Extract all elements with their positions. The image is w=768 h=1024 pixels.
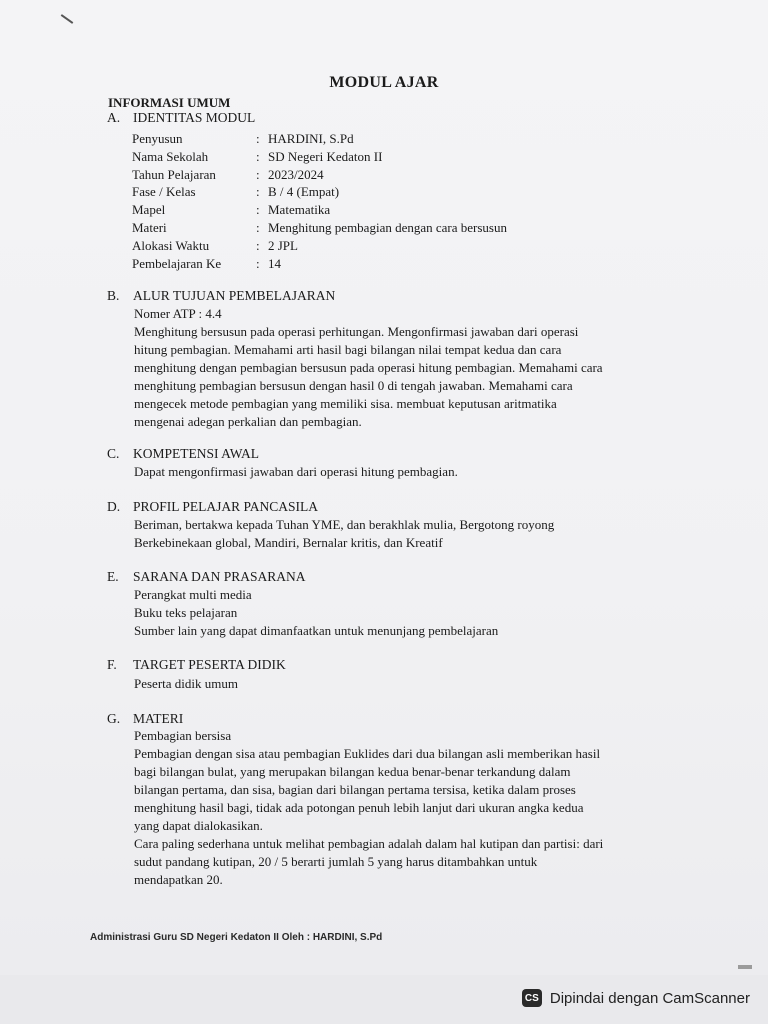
section-f-body — [134, 675, 694, 693]
paragraph-line: Pembagian bersisa — [134, 728, 232, 743]
section-b-heading — [107, 288, 335, 304]
identity-label: Mapel — [132, 202, 166, 218]
paragraph-line: Dapat mengonfirmasi jawaban dari operasi hitung pembagian. — [134, 464, 458, 479]
colon: : — [256, 166, 260, 182]
paragraph-line: menghitung pembagian bersusun dengan hasil 0 di tengah jawaban. Memahami cara — [134, 378, 573, 393]
identity-label: Nama Sekolah — [132, 148, 209, 164]
identity-row — [132, 166, 507, 184]
colon: : — [256, 219, 260, 235]
camscanner-label: Dipindai dengan CamScanner — [549, 989, 750, 1007]
paragraph-line: Pembagian dengan sisa atau pembagian Euklides dari dua bilangan asli memberikan hasil — [134, 746, 601, 761]
main-heading: INFORMASI UMUM — [108, 95, 231, 110]
identity-list — [132, 130, 507, 272]
section-a-heading — [107, 110, 255, 126]
identity-row — [132, 148, 507, 166]
section-d-heading — [107, 499, 318, 515]
identity-value: 2 JPL — [268, 237, 298, 253]
paragraph-line: mengecek metode pembagian yang memiliki sisa. membuat keputusan aritmatika — [134, 396, 557, 411]
identity-label: Alokasi Waktu — [132, 237, 210, 253]
paragraph-line: menghitung dengan pembagian bersusun pada operasi hitung pembagian. Memahami cara — [134, 360, 603, 375]
section-f-heading — [107, 657, 286, 673]
identity-row — [132, 183, 507, 201]
section-c-body — [134, 463, 694, 481]
identity-value: Menghitung pembagian dengan cara bersusun — [268, 219, 507, 235]
identity-value: B / 4 (Empat) — [268, 184, 340, 200]
identity-row — [132, 255, 507, 273]
section-title: PROFIL PELAJAR PANCASILA — [133, 499, 319, 514]
identity-value: Matematika — [268, 202, 331, 218]
section-letter: B. — [107, 288, 120, 303]
identity-label: Fase / Kelas — [132, 184, 196, 200]
section-letter: G. — [107, 711, 121, 726]
paragraph-line: hitung pembagian. Memahami arti hasil bagi bilangan nilai tempat kedua dan cara — [134, 342, 562, 357]
scan-mark — [61, 14, 74, 24]
paragraph-line: Menghitung bersusun pada operasi perhitungan. Mengonfirmasi jawaban dari operasi — [134, 324, 579, 339]
colon: : — [256, 131, 260, 146]
paragraph-line: menghitung hasil bagi, tidak ada potongan penuh lebih lanjut dari ukuran angka kedua — [134, 800, 584, 815]
colon: : — [256, 202, 260, 218]
colon: : — [256, 237, 260, 253]
page-footer: Administrasi Guru SD Negeri Kedaton II Oleh : HARDINI, S.Pd — [90, 932, 383, 943]
paragraph-line: Beriman, bertakwa kepada Tuhan YME, dan berakhlak mulia, Bergotong royong — [134, 517, 555, 532]
identity-value: 2023/2024 — [268, 166, 324, 182]
paragraph-line: sudut pandang kutipan, 20 / 5 berarti jumlah 5 yang harus ditambahkan untuk — [134, 854, 538, 869]
scan-artifact — [738, 965, 752, 969]
paragraph-line: bilangan pertama, dan sisa, bagian dari bilangan pertama tersisa, ketika dalam proses — [134, 782, 576, 797]
paragraph-line: Perangkat multi media — [134, 587, 252, 602]
section-letter: E. — [107, 569, 119, 584]
section-d-body — [134, 516, 694, 552]
identity-value: HARDINI, S.Pd — [268, 131, 354, 146]
section-title: TARGET PESERTA DIDIK — [133, 657, 286, 672]
identity-row — [132, 237, 507, 255]
section-c-heading — [107, 446, 259, 462]
paragraph-line: Cara paling sederhana untuk melihat pembagian adalah dalam hal kutipan dan partisi: dari — [134, 836, 604, 851]
camscanner-watermark — [522, 984, 750, 1012]
identity-value: 14 — [268, 255, 281, 271]
paragraph-line: Buku teks pelajaran — [134, 605, 238, 620]
paragraph-line: mengenai adegan perkalian dan pembagian. — [134, 414, 362, 429]
paragraph-line: Sumber lain yang dapat dimanfaatkan untuk menunjang pembelajaran — [134, 623, 499, 638]
paragraph-line: bagi bilangan bulat, yang merupakan bilangan kedua benar-benar terkandung dalam — [134, 764, 571, 779]
section-letter: C. — [107, 446, 120, 461]
paragraph-line: mendapatkan 20. — [134, 872, 223, 887]
colon: : — [256, 148, 260, 164]
identity-row — [132, 219, 507, 237]
identity-row — [132, 201, 507, 219]
page-title: MODUL AJAR — [329, 74, 439, 91]
section-e-body — [134, 586, 694, 640]
section-letter: D. — [107, 499, 121, 514]
section-g-body — [134, 727, 694, 889]
section-e-heading — [107, 569, 306, 585]
colon: : — [256, 255, 260, 271]
colon: : — [256, 184, 260, 200]
identity-value: SD Negeri Kedaton II — [268, 148, 383, 164]
identity-label: Penyusun — [132, 131, 183, 146]
identity-row — [132, 130, 507, 148]
identity-label: Materi — [132, 219, 167, 235]
paragraph-line: Berkebinekaan global, Mandiri, Bernalar kritis, dan Kreatif — [134, 535, 443, 550]
section-letter: A. — [107, 110, 121, 125]
paragraph-line: Nomer ATP : 4.4 — [134, 306, 222, 321]
section-title: KOMPETENSI AWAL — [133, 446, 260, 461]
section-letter: F. — [107, 657, 117, 672]
section-title: SARANA DAN PRASARANA — [133, 569, 306, 584]
paragraph-line: Peserta didik umum — [134, 676, 238, 691]
camscanner-icon: CS — [522, 989, 542, 1007]
identity-label: Tahun Pelajaran — [132, 166, 216, 182]
section-b-body — [134, 305, 694, 431]
section-title: MATERI — [133, 711, 184, 726]
section-title: IDENTITAS MODUL — [133, 110, 256, 125]
section-title: ALUR TUJUAN PEMBELAJARAN — [133, 288, 336, 303]
section-g-heading — [107, 711, 183, 727]
paragraph-line: yang dapat dialokasikan. — [134, 818, 263, 833]
identity-label: Pembelajaran Ke — [132, 255, 222, 271]
